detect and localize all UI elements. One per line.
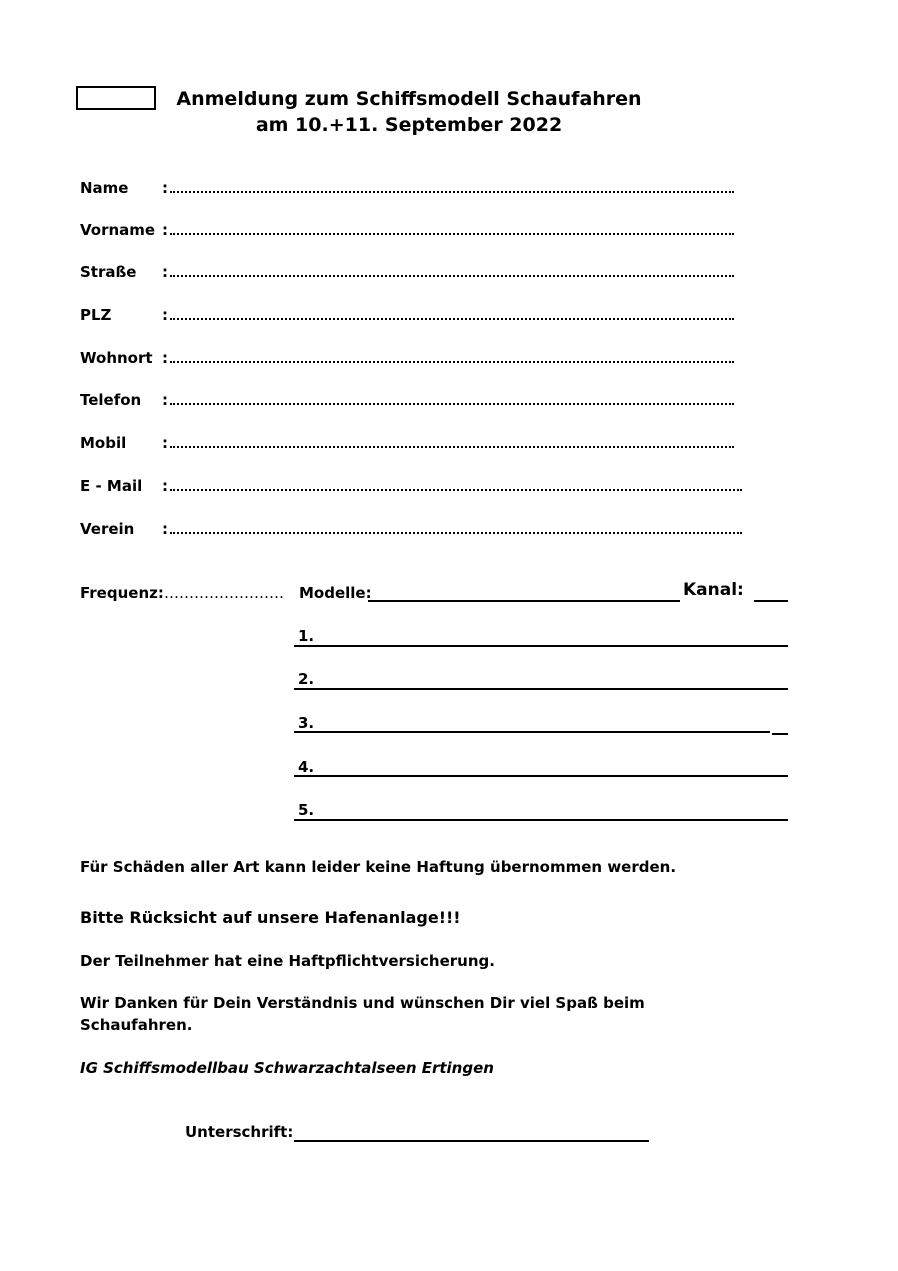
telefon-input[interactable]	[170, 401, 734, 405]
field-label-wohnort: Wohnort	[80, 349, 153, 367]
name-input[interactable]	[170, 189, 734, 193]
field-label-vorname: Vorname	[80, 221, 156, 239]
verein-input[interactable]	[170, 530, 742, 534]
field-label-name: Name	[80, 179, 129, 197]
mobil-input[interactable]	[170, 444, 734, 448]
club-name: IG Schiffsmodellbau Schwarzachtalseen Ertingen	[80, 1059, 494, 1077]
wohnort-input[interactable]	[170, 359, 734, 363]
field-colon: :	[162, 349, 168, 367]
signature-label: Unterschrift:	[185, 1123, 294, 1141]
insurance-note: Der Teilnehmer hat eine Haftpflichtversicherung.	[80, 952, 495, 970]
frequenz-input[interactable]: ……………………	[164, 584, 284, 602]
model-row-number: 5.	[298, 801, 315, 819]
modelle-input[interactable]	[368, 600, 680, 602]
model-row-2-input[interactable]	[294, 688, 788, 690]
field-label-plz: PLZ	[80, 306, 112, 324]
model-row-number: 2.	[298, 670, 315, 688]
field-label-verein: Verein	[80, 520, 135, 538]
model-row-3-tail	[772, 733, 788, 735]
thanks-note-line2: Schaufahren.	[80, 1016, 193, 1034]
frequenz-label: Frequenz:	[80, 584, 164, 602]
liability-note: Für Schäden aller Art kann leider keine Haftung übernommen werden.	[80, 858, 677, 876]
page-subtitle-date: am 10.+11. September 2022	[255, 114, 563, 136]
field-label-telefon: Telefon	[80, 391, 142, 409]
field-label-strasse: Straße	[80, 263, 137, 281]
field-colon: :	[162, 221, 168, 239]
model-row-number: 3.	[298, 714, 315, 732]
kanal-input[interactable]	[754, 600, 788, 602]
field-label-mobil: Mobil	[80, 434, 127, 452]
field-colon: :	[162, 434, 168, 452]
field-colon: :	[162, 477, 168, 495]
field-colon: :	[162, 263, 168, 281]
field-label-email: E - Mail	[80, 477, 143, 495]
email-input[interactable]	[170, 487, 742, 491]
plz-input[interactable]	[170, 316, 734, 320]
model-row-1-input[interactable]	[294, 645, 788, 647]
page-title: Anmeldung zum Schiffsmodell Schaufahren	[176, 88, 642, 110]
harbour-note: Bitte Rücksicht auf unsere Hafenanlage!!!	[80, 908, 461, 927]
model-row-number: 1.	[298, 627, 315, 645]
model-row-4-input[interactable]	[294, 775, 788, 777]
strasse-input[interactable]	[170, 273, 734, 277]
field-colon: :	[162, 520, 168, 538]
model-row-number: 4.	[298, 758, 315, 776]
kanal-label: Kanal:	[683, 580, 744, 600]
modelle-label: Modelle:	[299, 584, 372, 602]
field-colon: :	[162, 179, 168, 197]
thanks-note-line1: Wir Danken für Dein Verständnis und wünschen Dir viel Spaß beim	[80, 994, 645, 1012]
field-colon: :	[162, 306, 168, 324]
model-row-5-input[interactable]	[294, 819, 788, 821]
signature-input[interactable]	[294, 1140, 649, 1142]
model-row-3-input[interactable]	[294, 731, 770, 733]
field-colon: :	[162, 391, 168, 409]
vorname-input[interactable]	[170, 231, 734, 235]
